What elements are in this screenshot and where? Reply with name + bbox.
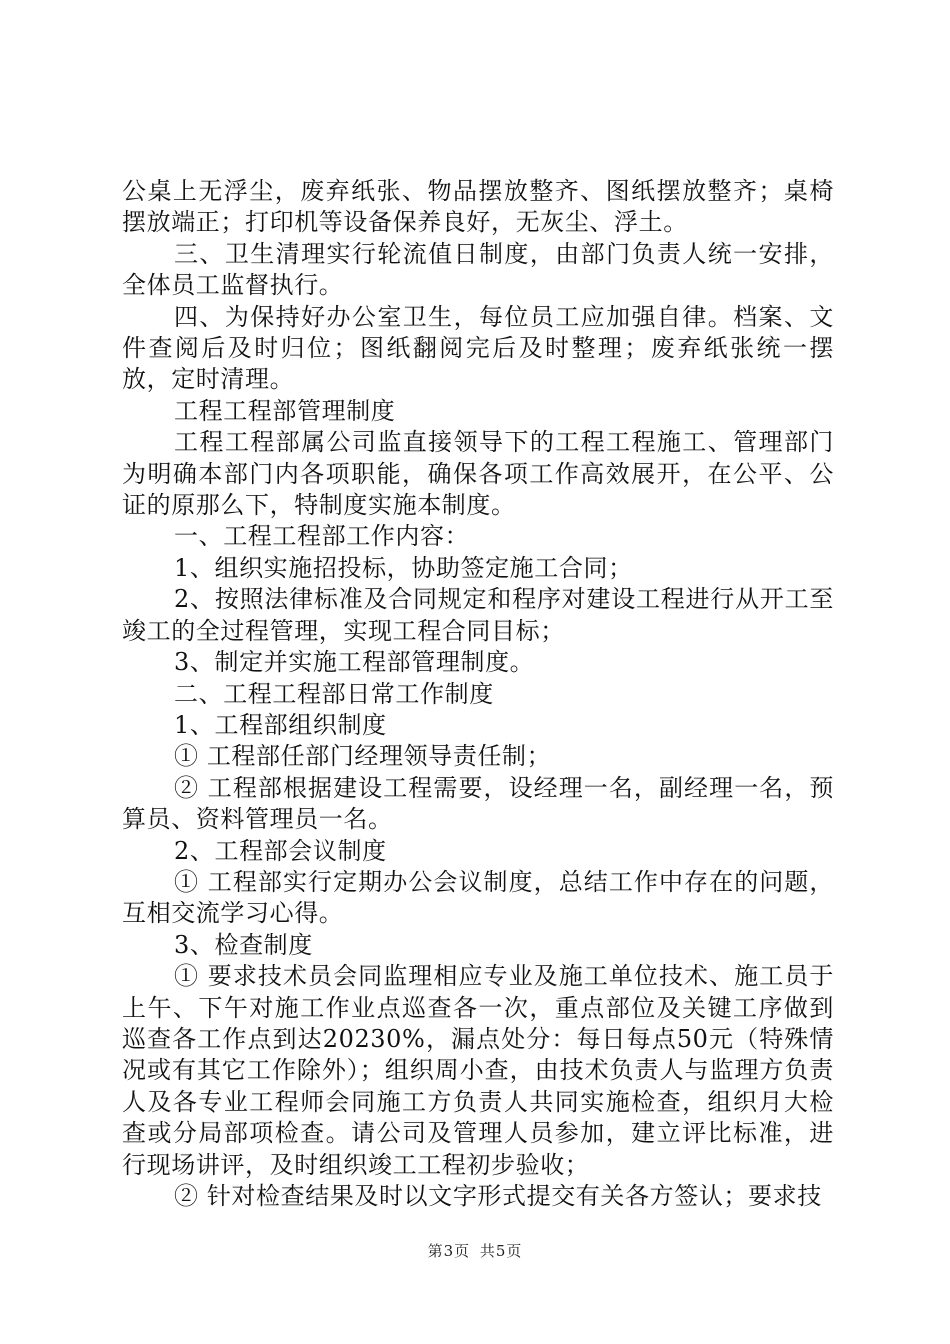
subsection-heading: 3、检查制度 [174,930,313,959]
list-item: 3、制定并实施工程部管理制度。 [174,648,535,677]
list-item: 1、组织实施招投标，协助签定施工合同； [174,553,633,582]
list-item: ① 工程部任部门经理领导责任制； [174,742,552,771]
section-heading: 二、工程工程部日常工作制度 [174,679,494,708]
list-item: ① 工程部实行定期办公会议制度，总结工作中存在的问题，互相交流学习心得。 [122,867,834,928]
subsection-heading: 1、工程部组织制度 [174,710,387,739]
paragraph: 工程工程部属公司监直接领导下的工程工程施工、管理部门为明确本部门内各项职能，确保各项工作高效展开，在公平、公证的原那么下，特制度实施本制度。 [122,428,834,520]
section-heading: 一、工程工程部工作内容： [174,522,470,551]
paragraph: 三、卫生清理实行轮流值日制度，由部门负责人统一安排，全体员工监督执行。 [122,239,834,300]
list-item: 2、按照法律标准及合同规定和程序对建设工程进行从开工至竣工的全过程管理，实现工程合同目标； [122,585,834,645]
paragraph: 四、为保持好办公室卫生，每位员工应加强自律。档案、文件查阅后及时归位；图纸翻阅完后及时整理；废弃纸张统一摆放，定时清理。 [122,302,834,394]
page-total: 共5页 [479,1242,523,1260]
list-item: ① 要求技术员会同监理相应专业及施工单位技术、施工员于上午、下午对施工作业点巡查各一次，重点部位及关键工序做到巡查各工作点到达20230%，漏点处分：每日每点50元（特殊情况或有其它工作除外）；组织周小查，由技术负责人与监理方负责人及各专业工程师会同施工方负责人共同实施检查，组织月大检查或分局部项检查。请公司及管理人员参加，建立评比标准，进行现场讲评，及时组织竣工工程初步验收； [122,962,834,1179]
subsection-heading: 2、工程部会议制度 [174,836,387,865]
section-heading: 工程工程部管理制度 [174,396,396,425]
page-footer [0,1240,950,1261]
list-item: ② 工程部根据建设工程需要，设经理一名，副经理一名，预算员、资料管理员一名。 [122,773,834,834]
paragraph: 公桌上无浮尘，废弃纸张、物品摆放整齐、图纸摆放整齐；桌椅摆放端正；打印机等设备保养良好，无灰尘、浮土。 [122,177,834,237]
document-body [122,176,834,1212]
list-item: ② 针对检查结果及时以文字形式提交有关各方签认；要求技 [174,1182,822,1210]
page-number: 第3页 [427,1242,471,1260]
